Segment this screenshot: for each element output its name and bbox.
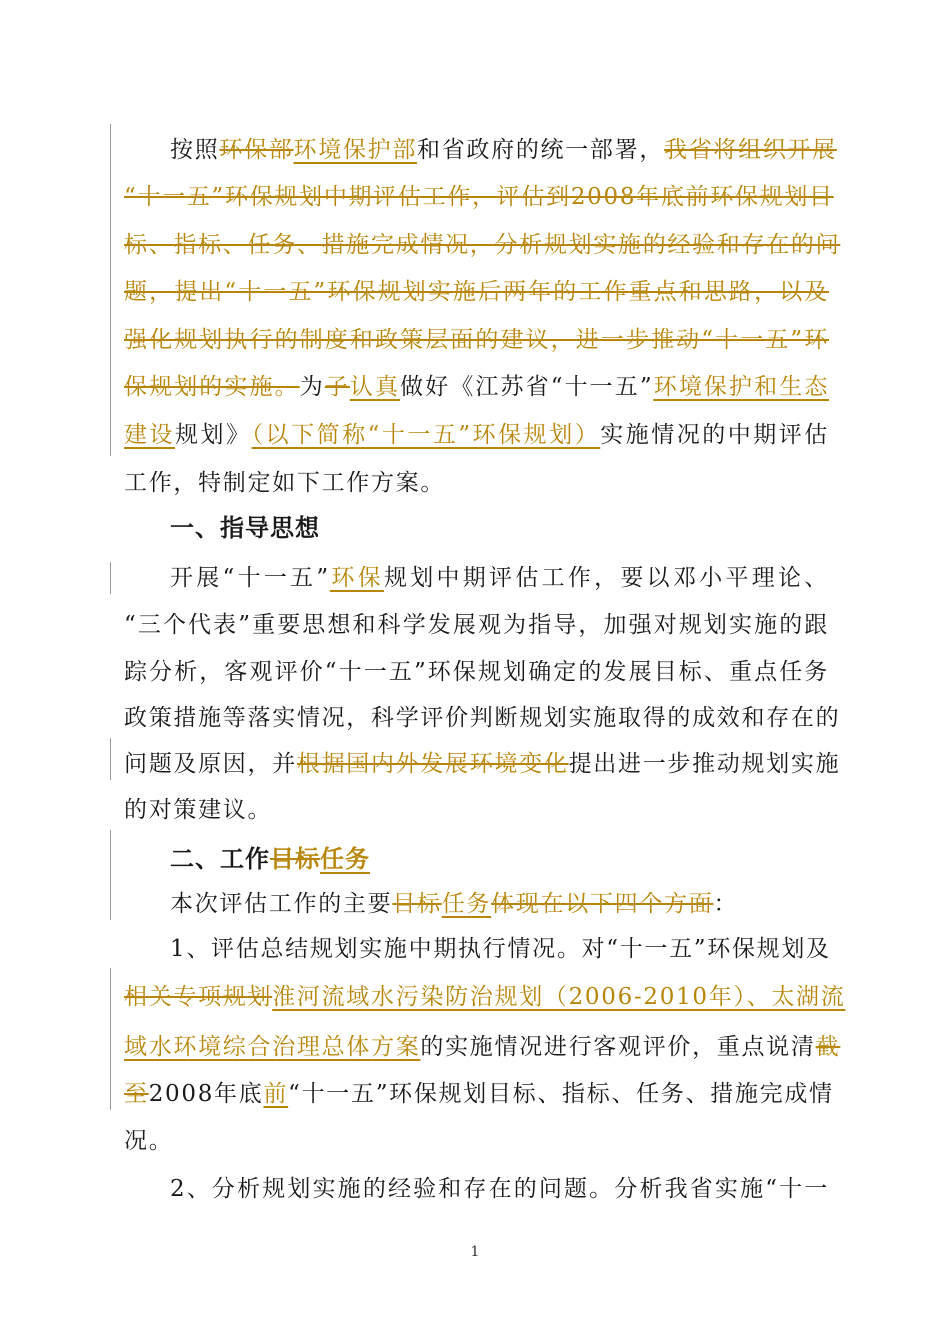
body-text: 2008年底 (148, 1081, 264, 1107)
inserted-text: （以下简称“十一五”环保规划） (251, 422, 601, 448)
paragraph-line (124, 881, 829, 927)
deleted-text: 题，提出“十一五”环保规划实施后两年的工作重点和思路，以及 (124, 279, 829, 305)
body-text: 二、工作 (170, 845, 270, 873)
paragraph-line (124, 222, 841, 268)
inserted-text: 任务 (320, 845, 370, 873)
section-heading (124, 836, 829, 882)
deleted-text: 标、指标、任务、措施完成情况，分析规划实施的经验和存在的问 (124, 232, 841, 258)
deleted-text: 目标 (270, 845, 320, 873)
paragraph-line (124, 1071, 834, 1117)
body-text: 政策措施等落实情况，科学评价判断规划实施取得的成效和存在的 (124, 705, 841, 731)
inserted-text: 淮河流域水污染防治规划（2006-2010年）、太湖流 (272, 984, 846, 1010)
deleted-text: 截 (815, 1034, 841, 1060)
inserted-text: 认真 (349, 374, 401, 400)
inserted-text: 环境保护和生态 (653, 374, 830, 400)
body-text: 踪分析，客观评价“十一五”环保规划确定的发展目标、重点任务 (124, 659, 829, 685)
paragraph-line (124, 602, 829, 648)
body-text: 问题及原因，并 (124, 751, 297, 777)
change-bar (110, 738, 111, 780)
body-text: 开展“十一五” (170, 565, 330, 591)
paragraph-line (124, 174, 834, 220)
body-text: “十一五”环保规划目标、指标、任务、措施完成情 (288, 1081, 834, 1107)
body-text: 况。 (124, 1128, 174, 1154)
change-bar (110, 124, 111, 456)
paragraph-line (124, 649, 829, 695)
paragraph-line (124, 695, 841, 741)
inserted-text: 环保 (329, 565, 384, 591)
paragraph-line (124, 926, 829, 972)
paragraph-line (124, 974, 846, 1020)
body-text: ： (713, 891, 739, 917)
body-text: 按照 (170, 137, 220, 163)
paragraph-line (124, 317, 829, 363)
page-number: 1 (470, 1244, 480, 1260)
body-text: 2、分析规划实施的经验和存在的问题。分析我省实施“十一 (170, 1176, 829, 1202)
body-text: 工作，特制定如下工作方案。 (124, 470, 446, 496)
paragraph-line (124, 1166, 829, 1212)
body-text: 规划中期评估工作，要以邓小平理论、 (383, 565, 829, 591)
deleted-text: 子 (324, 374, 350, 400)
inserted-text: 前 (263, 1081, 289, 1107)
paragraph-line (124, 460, 829, 506)
deleted-text: 至 (124, 1081, 149, 1107)
change-bar (110, 968, 111, 1110)
paragraph-line (124, 555, 829, 601)
paragraph-line (124, 787, 829, 833)
inserted-text: 域水环境综合治理总体方案 (124, 1034, 421, 1060)
paragraph-line (124, 1118, 829, 1164)
deleted-text: 相关专项规划 (124, 984, 273, 1010)
body-text: “三个代表”重要思想和科学发展观为指导，加强对规划实施的跟 (124, 612, 829, 638)
paragraph-line (124, 412, 829, 458)
body-text: 规划》 (175, 422, 252, 448)
deleted-text: 根据国内外发展环境变化 (296, 751, 569, 777)
paragraph-line (124, 364, 829, 410)
change-bar (110, 562, 111, 594)
body-text: 做好《江苏省“十一五” (400, 374, 654, 400)
inserted-text: 环境保护部 (293, 137, 418, 163)
deleted-text: 我省将组织开展 (664, 137, 837, 163)
change-bar (110, 830, 111, 920)
section-heading (124, 505, 829, 551)
deleted-text: 目标 (392, 891, 442, 917)
body-text: 的实施情况进行客观评价，重点说清 (420, 1034, 816, 1060)
inserted-text: 任务 (441, 891, 492, 917)
body-text: 一、指导思想 (170, 514, 320, 542)
deleted-text: 保规划的实施。 (124, 374, 300, 400)
body-text: 实施情况的中期评估 (600, 422, 829, 448)
paragraph-line (124, 1024, 841, 1070)
paragraph-line (124, 127, 837, 173)
deleted-text: 强化规划执行的制度和政策层面的建议，进一步推动“十一五”环 (124, 327, 829, 353)
body-text: 的对策建议。 (124, 797, 273, 823)
body-text: 和省政府的统一部署， (417, 137, 665, 163)
inserted-text: 建设 (124, 422, 176, 448)
paragraph-line (124, 269, 829, 315)
deleted-text: 环保部 (219, 137, 294, 163)
body-text: 提出进一步推动规划实施 (568, 751, 841, 777)
body-text: 为 (299, 374, 325, 400)
deleted-text: 体现在以下四个方面 (491, 891, 714, 917)
body-text: 1、评估总结规划实施中期执行情况。对“十一五”环保规划及 (170, 936, 831, 962)
paragraph-line (124, 741, 841, 787)
body-text: 本次评估工作的主要 (170, 891, 393, 917)
deleted-text: “十一五”环保规划中期评估工作，评估到2008年底前环保规划目 (124, 184, 834, 210)
